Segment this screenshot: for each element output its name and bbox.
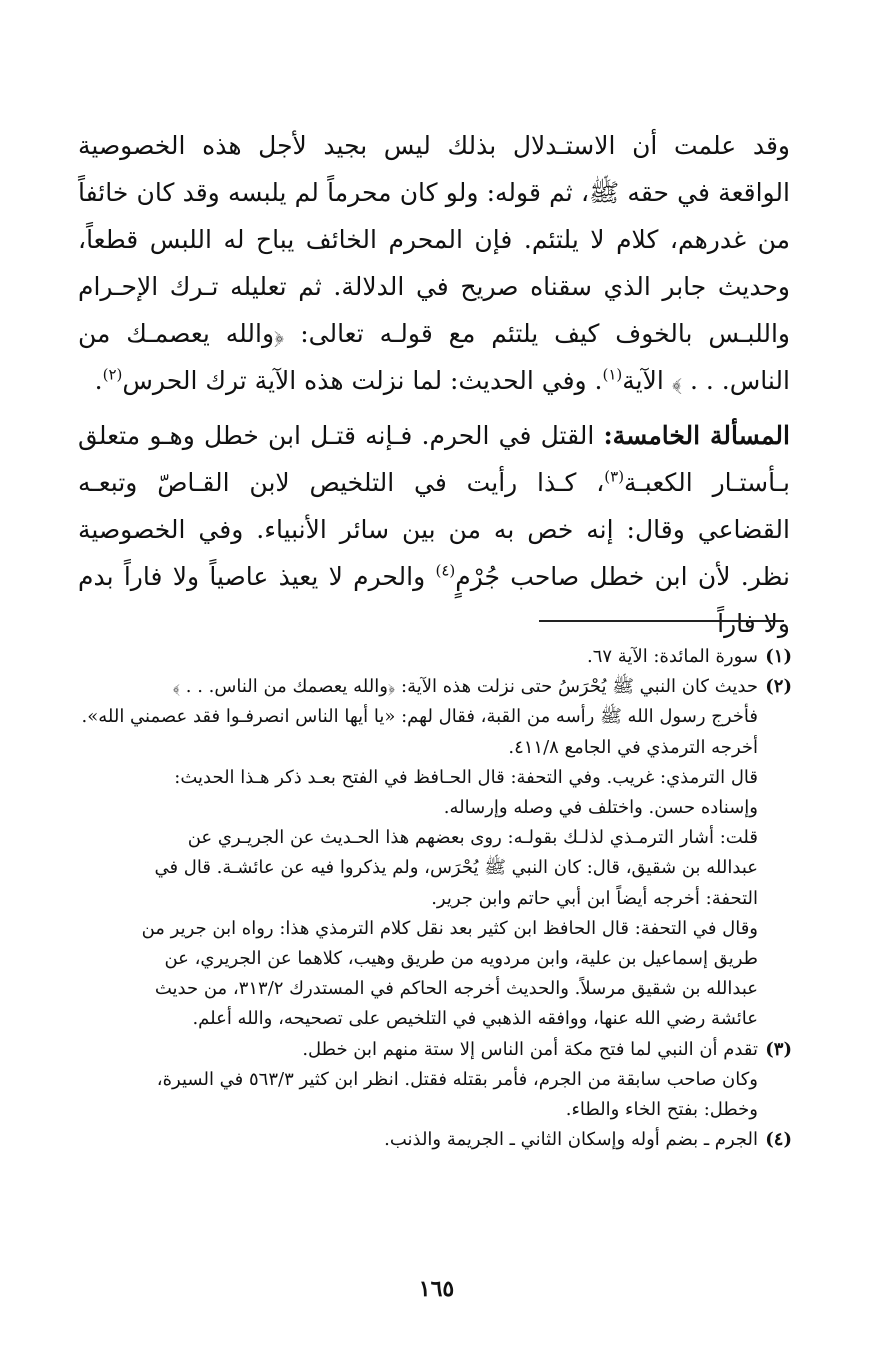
footnote-line: طريق إسماعيل بن علية، وابن مردويه من طريق وهيب، كلاهما عن الجريري، عن <box>164 948 758 970</box>
main-text <box>78 122 790 647</box>
text-line: . <box>94 366 103 395</box>
footnote-line: قلت: أشار الترمـذي لذلـك بقولـه: روى بعضهم هذا الحـديث عن الجريـري عن <box>187 827 758 849</box>
footnote-1 <box>80 642 792 672</box>
footnote-body <box>80 672 758 1034</box>
footnote-line: وكان صاحب سابقة من الجرم، فأمر بقتله فقتل. انظر ابن كثير ٥٦٣/٣ في السيرة، <box>156 1068 758 1090</box>
page-number: ١٦٥ <box>418 1276 455 1302</box>
footnote-divider <box>539 620 784 622</box>
footnotes <box>80 642 792 1155</box>
footnote-line: سورة المائدة: الآية ٦٧. <box>586 646 758 667</box>
text-line: ، كـذا رأيت في التلخيص لابن القـاصّ وتبعـه <box>78 468 605 497</box>
text-line: . وفي الحديث: لما نزلت هذه الآية ترك الحرس <box>122 366 603 395</box>
footnote-line: وخطل: بفتح الخاء والطاء. <box>565 1099 758 1121</box>
footnote-body <box>80 1035 758 1126</box>
footnote-line: تقدم أن النبي لما فتح مكة أمن الناس إلا ستة منهم ابن خطل. <box>302 1038 758 1060</box>
footnote-2 <box>80 672 792 1034</box>
text-line: القتل في الحرم. فـإنه قتـل ابن خطل وهـو <box>149 421 604 450</box>
footnote-line: عبدالله بن شقيق مرسلاً. والحديث أخرجه الحاكم في المستدرك ٣١٣/٢، من حديث <box>154 978 758 1000</box>
text-line: القضاعي وقال: إنه خص به من بين سائر الأنبياء. وفي الخصوصية نظر. <box>78 515 791 591</box>
footnote-number: (١) <box>765 646 792 667</box>
footnote-number: (٤) <box>765 1129 792 1151</box>
footnote-line: عائشة رضي الله عنها، ووافقه الذهبي في التلخيص على تصحيحه، والله أعلم. <box>192 1008 758 1030</box>
footnote-line: عبدالله بن شقيق، قال: كان النبي ﷺ يُحْرَس، ولم يذكروا فيه عن عائشـة. قال في <box>154 857 758 879</box>
footnote-line: حديث كان النبي ﷺ يُحْرَسُ حتى نزلت هذه الآية: ﴿والله يعصمك من الناس. . . ﴾ <box>172 676 758 698</box>
text-line: الآية <box>622 366 664 395</box>
footnote-ref-2[interactable]: (٢) <box>102 365 123 384</box>
footnote-line: وإسناده حسن. واختلف في وصله وإرساله. <box>443 797 758 819</box>
footnote-body <box>80 642 758 672</box>
text-line: وقد علمت أن الاستـدلال بذلك ليس بجيد لأجل هذه الخصوصية <box>78 131 790 160</box>
footnote-line: قال الترمذي: غريب. وفي التحفة: قال الحـافظ في الفتح بعـد ذكر هـذا الحديث: <box>174 766 758 788</box>
footnote-ref-3[interactable]: (٣) <box>604 467 625 486</box>
text-line: جابر الذي سقناه صريح في الدلالة. ثم تعليله تـرك الإحـرام واللبـس <box>78 272 790 348</box>
text-line: متعلق بـأستـار الكعبـة <box>78 421 790 497</box>
section-heading: المسألة الخامسة: <box>603 421 790 450</box>
footnote-line: أخرجه الترمذي في الجامع ٤١١/٨. <box>508 736 758 758</box>
footnote-line: وقال في التحفة: قال الحافظ ابن كثير بعد نقل كلام الترمذي هذا: رواه ابن جرير من <box>141 917 758 939</box>
footnote-line: الجرم ـ بضم أوله وإسكان الثاني ـ الجريمة والذنب. <box>384 1129 758 1151</box>
paragraph-2 <box>78 412 790 647</box>
footnote-body <box>80 1125 758 1155</box>
text-line: غدرهم، كلام لا يلتئم. فإن المحرم الخائف يباح له اللبس قطعاً، وحديث <box>78 225 790 301</box>
footnote-3 <box>80 1035 792 1126</box>
paragraph-1 <box>78 122 790 404</box>
footnote-line: فأخرج رسول الله ﷺ رأسه من القبة، فقال لهم: «يا أيها الناس انصرفـوا فقد عصمني الله». <box>81 706 758 728</box>
footnote-4 <box>80 1125 792 1155</box>
footnote-line: التحفة: أخرجه أيضاً ابن أبي حاتم وابن جرير. <box>431 887 758 909</box>
footnote-ref-4[interactable]: (٤) <box>435 561 456 580</box>
footnote-number: (٣) <box>765 1038 792 1060</box>
text-line: والحرم لا يعيذ عاصياً ولا فاراً بدم ولا فاراً <box>78 562 790 638</box>
text-line: لأن ابن خطل صاحب جُرْمٍ <box>455 562 731 591</box>
footnote-number: (٢) <box>765 676 792 698</box>
text-line: بالخوف كيف يلتئم مع قولـه تعالى: ﴿والله يعصمـك من الناس. . . ﴾ <box>78 319 790 395</box>
footnote-ref-1[interactable]: (١) <box>602 365 623 384</box>
text-line: الواقعة في حقه ﷺ، ثم قوله: ولو كان محرماً لم يلبسه وقد كان خائفاً من <box>78 178 790 254</box>
